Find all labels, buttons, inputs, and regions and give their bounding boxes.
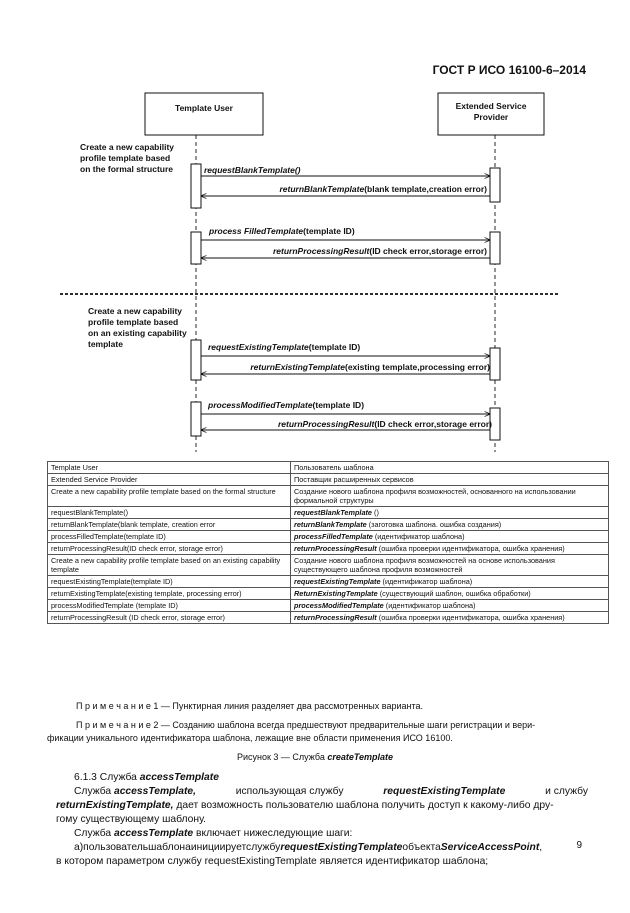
legend-ru-cell: Пользователь шаблона xyxy=(291,462,609,474)
message-label-1: requestBlankTemplate() xyxy=(204,165,301,175)
message-label-6: returnExistingTemplate(existing template,processing error) xyxy=(250,362,490,372)
legend-row xyxy=(48,555,609,576)
legend-row xyxy=(48,600,609,612)
document-header: ГОСТ Р ИСО 16100-6–2014 xyxy=(432,63,586,77)
message-label-4: returnProcessingResult(ID check error,storage error) xyxy=(272,246,487,256)
note-1: П р и м е ч а н и е 1 — Пунктирная линия разделяет два рассмотренных варианта. xyxy=(76,701,423,711)
section-heading: 6.1.3 Служба accessTemplate xyxy=(74,772,219,783)
activation-user xyxy=(191,164,201,208)
legend-en-cell: Create a new capability profile template based on an existing capability template xyxy=(48,555,291,576)
legend-en-cell: Template User xyxy=(48,462,291,474)
legend-en-cell: Create a new capability profile template based on the formal structure xyxy=(48,486,291,507)
group2-label-l4: template xyxy=(88,339,123,349)
legend-en-cell: returnProcessingResult (ID check error, storage error) xyxy=(48,612,291,624)
section-paragraph-2: Служба accessTemplate включает нижеследующие шаги: xyxy=(74,828,353,839)
note-2-line2: фикации уникального идентификатора шаблона, лежащие вне области применения ИСО 16100. xyxy=(47,733,453,743)
group2-label-l1: Create a new capability xyxy=(88,306,183,316)
legend-en-cell: returnProcessingResult(ID check error, storage error) xyxy=(48,543,291,555)
activation-provider xyxy=(490,348,500,380)
legend-en-cell: returnExistingTemplate(existing template, processing error) xyxy=(48,588,291,600)
group1-label-l3: on the formal structure xyxy=(80,164,174,174)
legend-ru-cell: processFilledTemplate (идентификатор шаблона) xyxy=(291,531,609,543)
legend-en-cell: processFilledTemplate(template ID) xyxy=(48,531,291,543)
message-label-3: process FilledTemplate(template ID) xyxy=(209,226,355,236)
legend-row xyxy=(48,588,609,600)
group2-label-l2: profile template based xyxy=(88,317,179,327)
section-paragraph-1: Служба accessTemplate, использующая службу requestExistingTemplate и службу returnExistingTemplate, дает возможность пользователю шаблона получить доступ к какому-либо дру- гому существующему шаблону. xyxy=(56,786,588,825)
legend-row xyxy=(48,462,609,474)
section-paragraph-3: а)пользовательшаблонаинициируетслужбуrequestExistingTemplateобъектаServiceAccessPoint, в котором параметром службу requestExistingTemplate является идентификатор шаблона; xyxy=(56,842,543,867)
activation-user xyxy=(191,402,201,436)
legend-row xyxy=(48,543,609,555)
group1-label-l1: Create a new capability xyxy=(80,142,175,152)
note-2-line1: П р и м е ч а н и е 2 — Созданию шаблона всегда предшествуют предварительные шаги регистрации и вери- xyxy=(76,720,536,730)
legend-en-cell: Extended Service Provider xyxy=(48,474,291,486)
legend-row xyxy=(48,531,609,543)
actor-box-template-user xyxy=(145,93,263,135)
legend-ru-cell: Поставщик расширенных сервисов xyxy=(291,474,609,486)
legend-ru-cell: requestExistingTemplate (идентификатор шаблона) xyxy=(291,576,609,588)
legend-en-cell: processModifiedTemplate (template ID) xyxy=(48,600,291,612)
activation-user xyxy=(191,232,201,264)
legend-row xyxy=(48,519,609,531)
legend-en-cell: requestBlankTemplate() xyxy=(48,507,291,519)
message-label-8: returnProcessingResult(ID check error,storage error) xyxy=(277,419,492,429)
figure-caption: Рисунок 3 — Служба createTemplate xyxy=(236,752,394,762)
activation-provider xyxy=(490,232,500,264)
legend-en-cell: returnBlankTemplate(blank template, creation error xyxy=(48,519,291,531)
legend-row xyxy=(48,612,609,624)
legend-ru-cell: returnProcessingResult (ошибка проверки идентификатора, ошибка хранения) xyxy=(291,612,609,624)
legend-ru-cell: processModifiedTemplate (идентификатор шаблона) xyxy=(291,600,609,612)
legend-table xyxy=(47,461,609,624)
legend-ru-cell: Создание нового шаблона профиля возможностей на основе использования существующего шаблона профиля возможностей xyxy=(291,555,609,576)
message-label-5: requestExistingTemplate(template ID) xyxy=(208,342,361,352)
activation-user xyxy=(191,340,201,380)
activation-provider xyxy=(490,168,500,202)
actor-service-provider-l2: Provider xyxy=(473,112,509,122)
message-label-7: processModifiedTemplate(template ID) xyxy=(208,400,365,410)
actor-service-provider-l1: Extended Service xyxy=(455,101,527,111)
legend-en-cell: requestExistingTemplate(template ID) xyxy=(48,576,291,588)
legend-ru-cell: returnBlankTemplate (заготовка шаблона. ошибка создания) xyxy=(291,519,609,531)
group1-label-l2: profile template based xyxy=(80,153,171,163)
legend-ru-cell: requestBlankTemplate () xyxy=(291,507,609,519)
legend-ru-cell: returnProcessingResult (ошибка проверки идентификатора, ошибка хранения) xyxy=(291,543,609,555)
legend-ru-cell: ReturnExistingTemplate (существующий шаблон, ошибка обработки) xyxy=(291,588,609,600)
legend-table-body xyxy=(48,462,609,624)
legend-row xyxy=(48,576,609,588)
legend-row xyxy=(48,474,609,486)
legend-ru-cell: Создание нового шаблона профиля возможностей, основанного на использовании формальной структуры xyxy=(291,486,609,507)
actor-template-user: Template User xyxy=(175,103,233,113)
page-number: 9 xyxy=(576,840,582,851)
group2-label-l3: on an existing capability xyxy=(88,328,187,338)
legend-row xyxy=(48,507,609,519)
legend-row xyxy=(48,486,609,507)
message-label-2: returnBlankTemplate(blank template,creation error) xyxy=(279,184,487,194)
